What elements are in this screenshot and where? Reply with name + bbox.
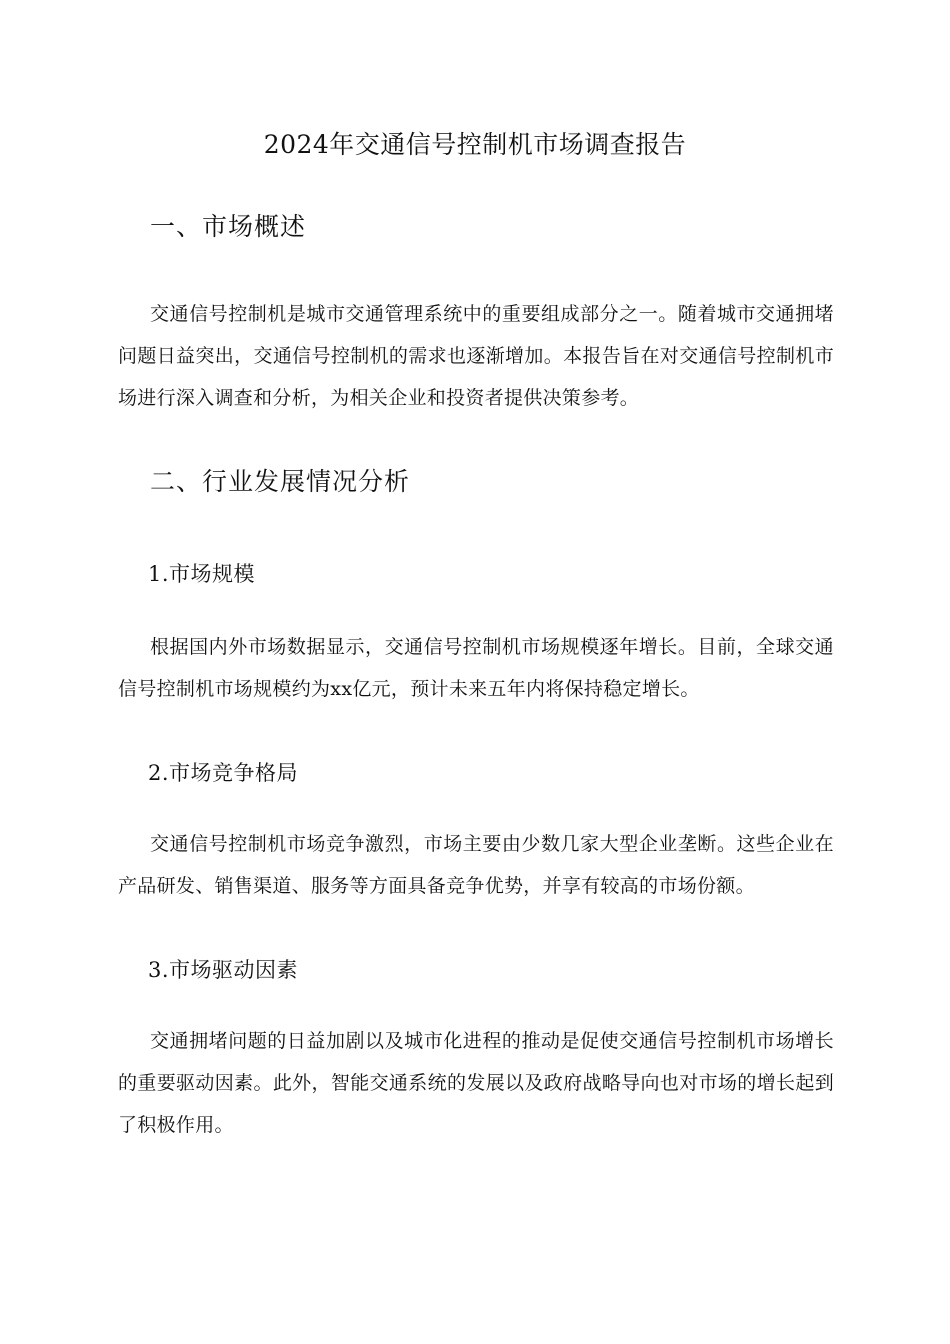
section-heading-market-overview: 一、市场概述	[150, 212, 307, 241]
subsection-heading-drivers: 3.市场驱动因素	[148, 958, 299, 982]
document-title: 2024年交通信号控制机市场调查报告	[263, 130, 687, 159]
subsection-heading-market-size: 1.市场规模	[148, 562, 256, 586]
section-heading-industry-analysis: 二、行业发展情况分析	[150, 467, 411, 496]
paragraph-market-overview: 交通信号控制机是城市交通管理系统中的重要组成部分之一。随着城市交通拥堵问题日益突出，交通信号控制机的需求也逐渐增加。本报告旨在对交通信号控制机市场进行深入调查和分析，为相关企业和投资者提供决策参考。	[118, 303, 834, 409]
subsection-heading-competition: 2.市场竞争格局	[148, 761, 299, 785]
paragraph-competition: 交通信号控制机市场竞争激烈，市场主要由少数几家大型企业垄断。这些企业在产品研发、销售渠道、服务等方面具备竞争优势，并享有较高的市场份额。	[118, 833, 834, 897]
paragraph-market-size: 根据国内外市场数据显示，交通信号控制机市场规模逐年增长。目前，全球交通信号控制机市场规模约为xx亿元，预计未来五年内将保持稳定增长。	[118, 636, 834, 700]
paragraph-drivers: 交通拥堵问题的日益加剧以及城市化进程的推动是促使交通信号控制机市场增长的重要驱动因素。此外，智能交通系统的发展以及政府战略导向也对市场的增长起到了积极作用。	[118, 1030, 834, 1136]
